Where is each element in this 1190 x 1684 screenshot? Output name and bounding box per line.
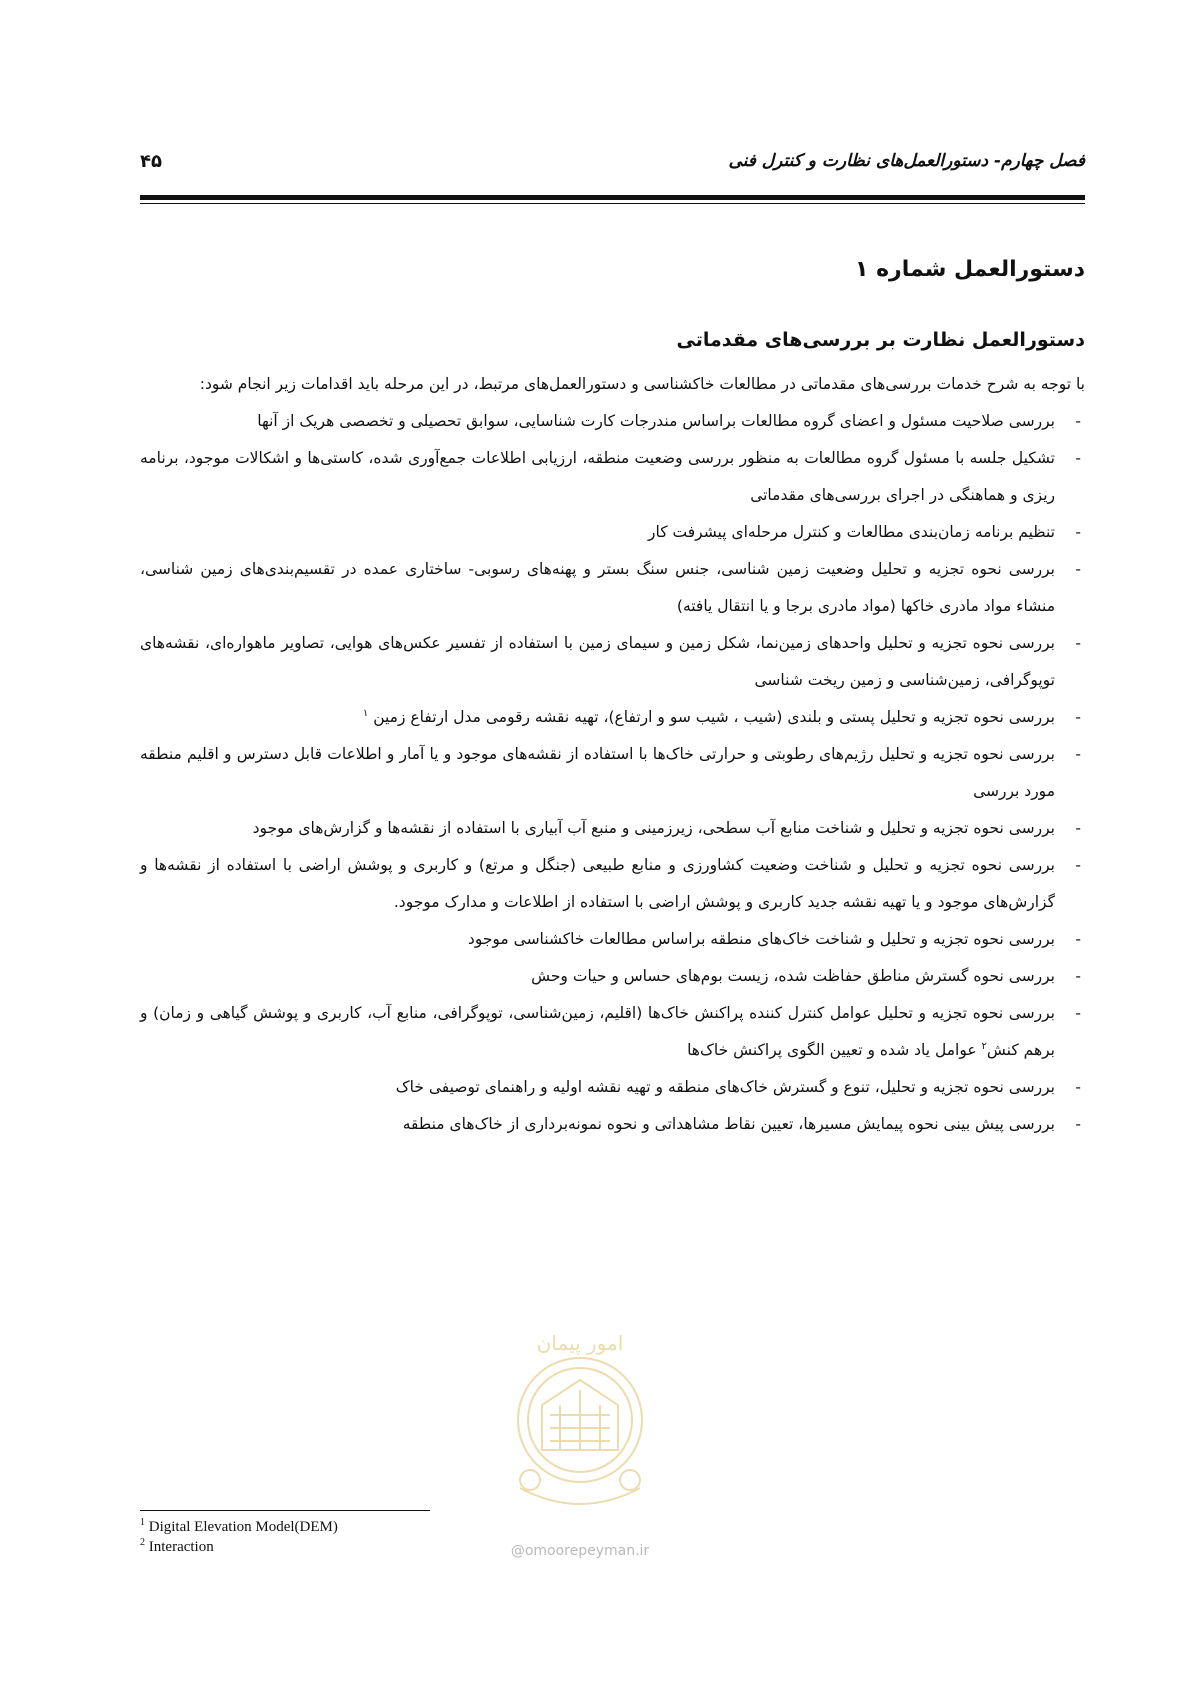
intro-paragraph: با توجه به شرح خدمات بررسی‌های مقدماتی در مطالعات خاکشناسی و دستورالعمل‌های مرتبط، در این مرحله باید اقدامات زیر انجام شود: <box>199 375 1085 393</box>
list-item <box>140 995 1085 1069</box>
list-item <box>140 551 1085 625</box>
watermark-logo-icon <box>490 1310 670 1540</box>
list-item-text: بررسی نحوه تجزیه و تحلیل، تنوع و گسترش خاک‌های منطقه و تهیه نقشه اولیه و راهنمای توصیفی خاک <box>395 1078 1055 1096</box>
bullet-dash: - <box>1075 967 1081 985</box>
list-item-text: بررسی نحوه تجزیه و تحلیل رژیم‌های رطوبتی و حرارتی خاک‌ها با استفاده از نقشه‌های موجود و یا آمار و اطلاعات قابل دسترس و اقلیم منطقه مورد بررسی <box>140 745 1055 800</box>
list-item <box>140 921 1085 958</box>
instruction-title: دستورالعمل شماره ۱ <box>854 257 1085 282</box>
bullet-dash: - <box>1075 745 1081 763</box>
footnote-ref[interactable]: ۲ <box>981 1040 987 1052</box>
bullet-dash: - <box>1075 634 1081 652</box>
page-number: ۴۵ <box>140 150 162 172</box>
watermark-url: @omoorepeyman.ir <box>510 1543 650 1559</box>
bullet-dash: - <box>1075 708 1081 726</box>
list-item <box>140 847 1085 921</box>
footnote-number: 1 <box>140 1517 145 1528</box>
list-item <box>140 514 1085 551</box>
list-item <box>140 403 1085 440</box>
list-item <box>140 736 1085 810</box>
bullet-dash: - <box>1075 1004 1081 1022</box>
watermark-logo-text: امور پیمان <box>536 1331 624 1355</box>
bullet-dash: - <box>1075 1115 1081 1133</box>
list-item <box>140 810 1085 847</box>
list-item <box>140 699 1085 736</box>
list-item-text: تشکیل جلسه با مسئول گروه مطالعات به منظور بررسی وضعیت منطقه، ارزیابی اطلاعات جمع‌آوری شده، کاستی‌ها و اشکالات موجود، برنامه ریزی و هماهنگی در اجرای بررسی‌های مقدماتی <box>140 449 1055 504</box>
footnote-text: Digital Elevation Model(DEM) <box>148 1519 338 1535</box>
bullet-dash: - <box>1075 856 1081 874</box>
list-item-text: بررسی صلاحیت مسئول و اعضای گروه مطالعات براساس مندرجات کارت شناسایی، سوابق تحصیلی و تخصصی هریک از آنها <box>257 412 1055 430</box>
list-item-text: بررسی نحوه تجزیه و تحلیل واحدهای زمین‌نما، شکل زمین و سیمای زمین با استفاده از تفسیر عکس‌های هوایی، تصاویر ماهواره‌ای، نقشه‌های توپوگرافی، زمین‌شناسی و زمین ریخت شناسی <box>140 634 1055 689</box>
main-content <box>140 248 1085 1143</box>
list-item-text: بررسی نحوه تجزیه و تحلیل و شناخت خاک‌های منطقه براساس مطالعات خاکشناسی موجود <box>467 930 1055 948</box>
header-rule-thin <box>140 203 1085 204</box>
requirements-list <box>140 403 1085 1143</box>
list-item-text: بررسی نحوه تجزیه و تحلیل وضعیت زمین شناسی، جنس سنگ بستر و پهنه‌های رسوبی- ساختاری عمده در تقسیم‌بندی‌های زمین شناسی، منشاء مواد مادری خاکها (مواد مادری برجا و یا انتقال یافته) <box>140 560 1055 615</box>
bullet-dash: - <box>1075 819 1081 837</box>
bullet-dash: - <box>1075 930 1081 948</box>
list-item-text-suffix: عوامل یاد شده و تعیین الگوی پراکنش خاک‌ها <box>687 1041 977 1059</box>
footnotes <box>140 1517 540 1557</box>
header-rule-thick <box>140 195 1085 200</box>
bullet-dash: - <box>1075 560 1081 578</box>
bullet-dash: - <box>1075 523 1081 541</box>
list-item-text: بررسی نحوه تجزیه و تحلیل عوامل کنترل کننده پراکنش خاک‌ها (اقلیم، زمین‌شناسی، توپوگرافی، منابع آب، کاربری و پوشش گیاهی و زمان) و برهم کنش <box>140 1004 1055 1059</box>
list-item <box>140 1106 1085 1143</box>
list-item-text: بررسی نحوه گسترش مناطق حفاظت شده، زیست بوم‌های حساس و حیات وحش <box>531 967 1055 985</box>
section-title: دستورالعمل نظارت بر بررسی‌های مقدماتی <box>676 329 1085 351</box>
list-item-text: بررسی نحوه تجزیه و تحلیل پستی و بلندی (شیب ، شیب سو و ارتفاع)، تهیه نقشه رقومی مدل ارتفاع زمین <box>373 708 1055 726</box>
footnote-rule <box>140 1510 430 1511</box>
running-header <box>140 144 1085 178</box>
chapter-title: فصل چهارم- دستورالعمل‌های نظارت و کنترل فنی <box>728 151 1085 171</box>
list-item <box>140 625 1085 699</box>
bullet-dash: - <box>1075 412 1081 430</box>
footnote-ref[interactable]: ۱ <box>362 707 369 719</box>
footnote-item <box>140 1537 540 1557</box>
list-item-text: بررسی نحوه تجزیه و تحلیل و شناخت وضعیت کشاورزی و منابع طبیعی (جنگل و مرتع) و کاربری و پوشش اراضی با استفاده از نقشه‌ها و گزارش‌های موجود و یا تهیه نقشه جدید کاربری و پوشش اراضی با استفاده از اطلاعات و مدارک موجود. <box>140 856 1055 911</box>
list-item <box>140 958 1085 995</box>
list-item-text: بررسی نحوه تجزیه و تحلیل و شناخت منابع آب سطحی، زیرزمینی و منبع آب آبیاری با استفاده از نقشه‌ها و گزارش‌های موجود <box>252 819 1055 837</box>
list-item <box>140 1069 1085 1106</box>
bullet-dash: - <box>1075 1078 1081 1096</box>
list-item-text: بررسی پیش بینی نحوه پیمایش مسیرها، تعیین نقاط مشاهداتی و نحوه نمونه‌برداری از خاک‌های منطقه <box>402 1115 1055 1133</box>
list-item <box>140 440 1085 514</box>
footnote-text: Interaction <box>148 1539 214 1555</box>
footnote-item <box>140 1517 540 1537</box>
bullet-dash: - <box>1075 449 1081 467</box>
footnote-number: 2 <box>140 1537 145 1548</box>
list-item-text: تنظیم برنامه زمان‌بندی مطالعات و کنترل مرحله‌ای پیشرفت کار <box>648 523 1055 541</box>
